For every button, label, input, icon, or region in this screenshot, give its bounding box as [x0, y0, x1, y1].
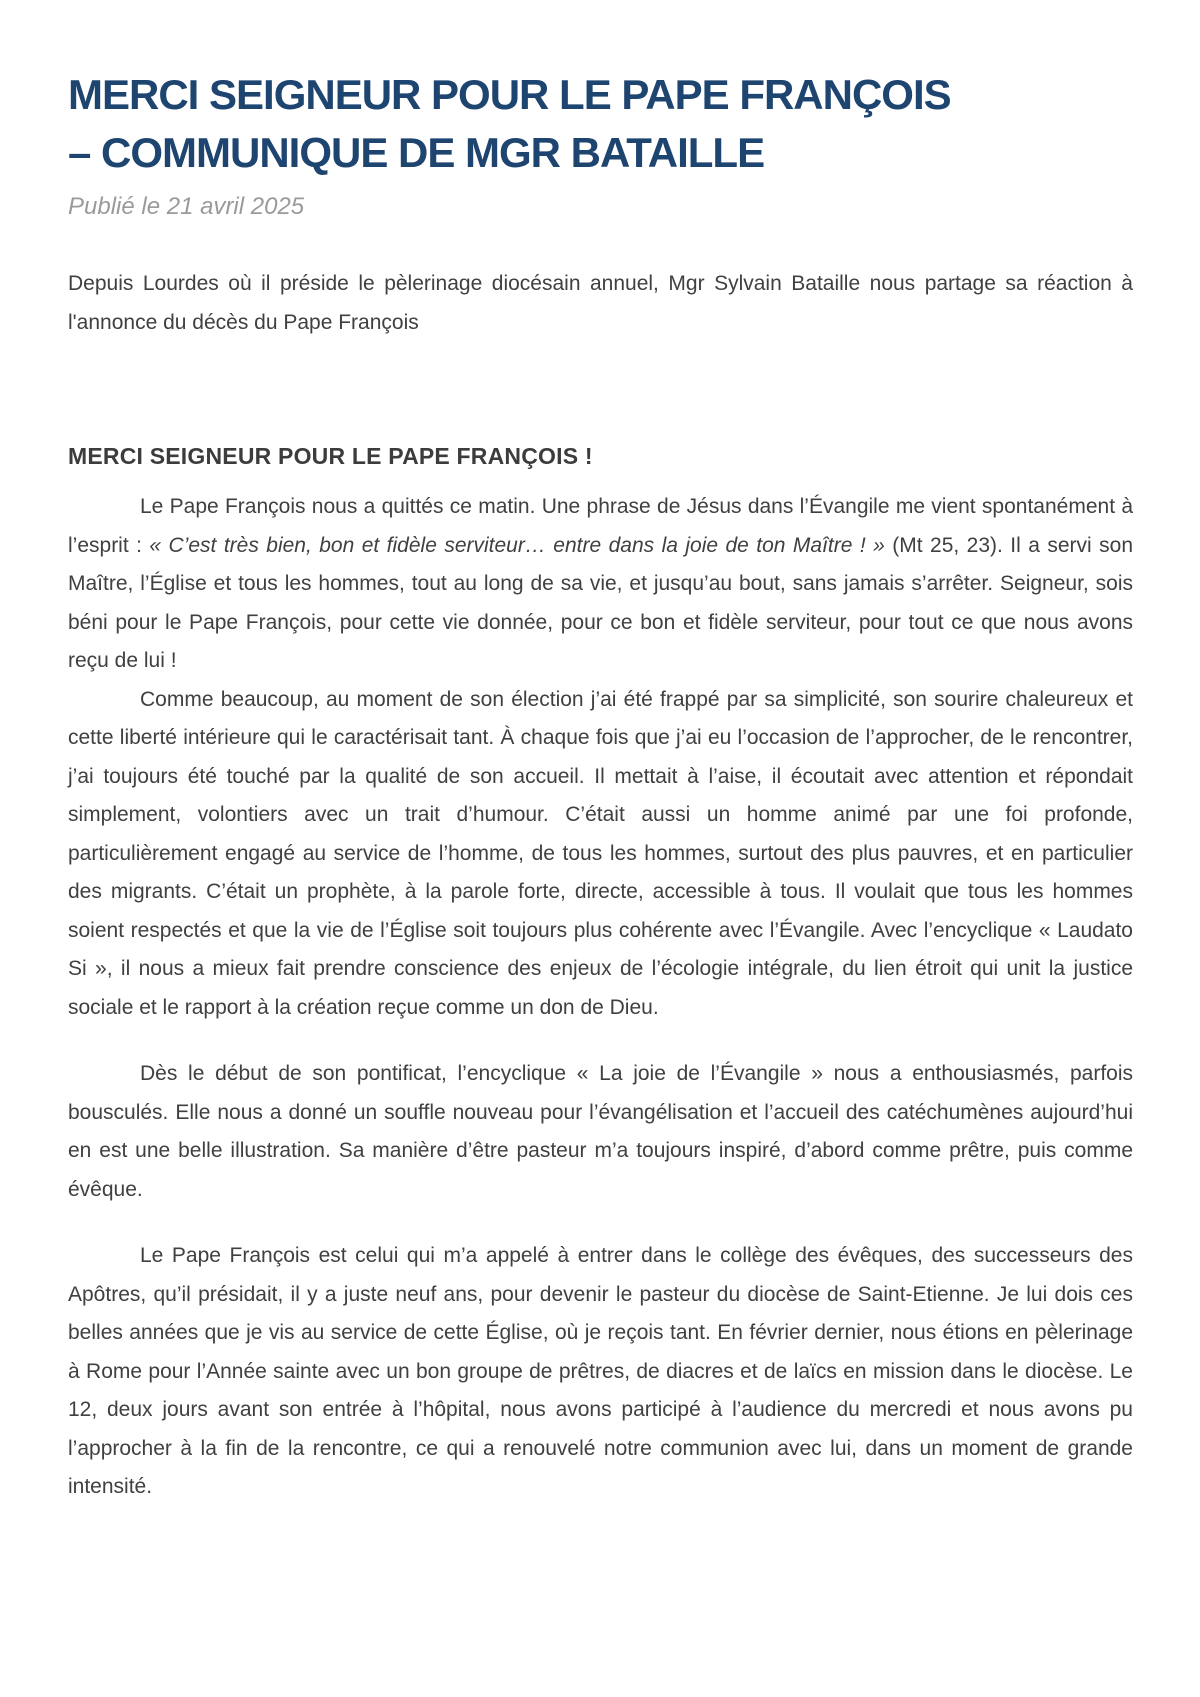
page-title [68, 66, 1133, 182]
section-heading: MERCI SEIGNEUR POUR LE PAPE FRANÇOIS ! [68, 443, 593, 469]
paragraph-1-text-before-quote: Le Pape François nous a quittés ce matin. Une phrase de Jésus dans l’Évangile me vient spontanément à l’esprit : [68, 495, 1133, 557]
paragraph-1-text-after-quote: (Mt 25, 23). Il a servi son Maître, l’Église et tous les hommes, tout au long de sa vie, et jusqu’au bout, sans jamais s’arrêter. Seigneur, sois béni pour le Pape François, pour cette vie donnée, pour ce bon et fidèle serviteur, pour tout ce que nous avons reçu de lui ! [68, 533, 1134, 672]
scripture-quote: « C’est très bien, bon et fidèle serviteur… entre dans la joie de ton Maître ! » [149, 533, 885, 557]
article-lede: Depuis Lourdes où il préside le pèlerinage diocésain annuel, Mgr Sylvain Bataille nous partage sa réaction à l'annonce du décès du Pape François [68, 272, 1133, 334]
publish-date: Publié le 21 avril 2025 [68, 193, 305, 220]
paragraph-2: Comme beaucoup, au moment de son élection j’ai été frappé par sa simplicité, son sourire chaleureux et cette liberté intérieure qui le caractérisait tant. À chaque fois que j’ai eu l’occasion de l’approcher, de le rencontrer, j’ai toujours été touché par la qualité de son accueil. Il mettait à l’aise, il écoutait avec attention et répondait simplement, volontiers avec un trait d’humour. C’était aussi un homme animé par une foi profonde, particulièrement engagé au service de l’homme, de tous les hommes, surtout des plus pauvres, et en particulier des migrants. C’était un prophète, à la parole forte, directe, accessible à tous. Il voulait que tous les hommes soient respectés et que la vie de l’Église soit toujours plus cohérente avec l’Évangile. Avec l’encyclique « Laudato Si », il nous a mieux fait prendre conscience des enjeux de l’écologie intégrale, du lien étroit qui unit la justice sociale et le rapport à la création reçue comme un don de Dieu. [68, 687, 1133, 1019]
page-title-line-2: – COMMUNIQUE DE MGR BATAILLE [68, 129, 765, 176]
paragraph-1 [68, 488, 1133, 681]
page-title-line-1: MERCI SEIGNEUR POUR LE PAPE FRANÇOIS [68, 71, 951, 118]
paragraph-3: Dès le début de son pontificat, l’encyclique « La joie de l’Évangile » nous a enthousiasmés, parfois bousculés. Elle nous a donné un souffle nouveau pour l’évangélisation et l’accueil des catéchumènes aujourd’hui en est une belle illustration. Sa manière d’être pasteur m’a toujours inspiré, d’abord comme prêtre, puis comme évêque. [68, 1062, 1133, 1201]
paragraph-4: Le Pape François est celui qui m’a appelé à entrer dans le collège des évêques, des successeurs des Apôtres, qu’il présidait, il y a juste neuf ans, pour devenir le pasteur du diocèse de Saint-Etienne. Je lui dois ces belles années que je vis au service de cette Église, où je reçois tant. En février dernier, nous étions en pèlerinage à Rome pour l’Année sainte avec un bon groupe de prêtres, de diacres et de laïcs en mission dans le diocèse. Le 12, deux jours avant son entrée à l’hôpital, nous avons participé à l’audience du mercredi et nous avons pu l’approcher à la fin de la rencontre, ce qui a renouvelé notre communion avec lui, dans un moment de grande intensité. [68, 1244, 1133, 1498]
